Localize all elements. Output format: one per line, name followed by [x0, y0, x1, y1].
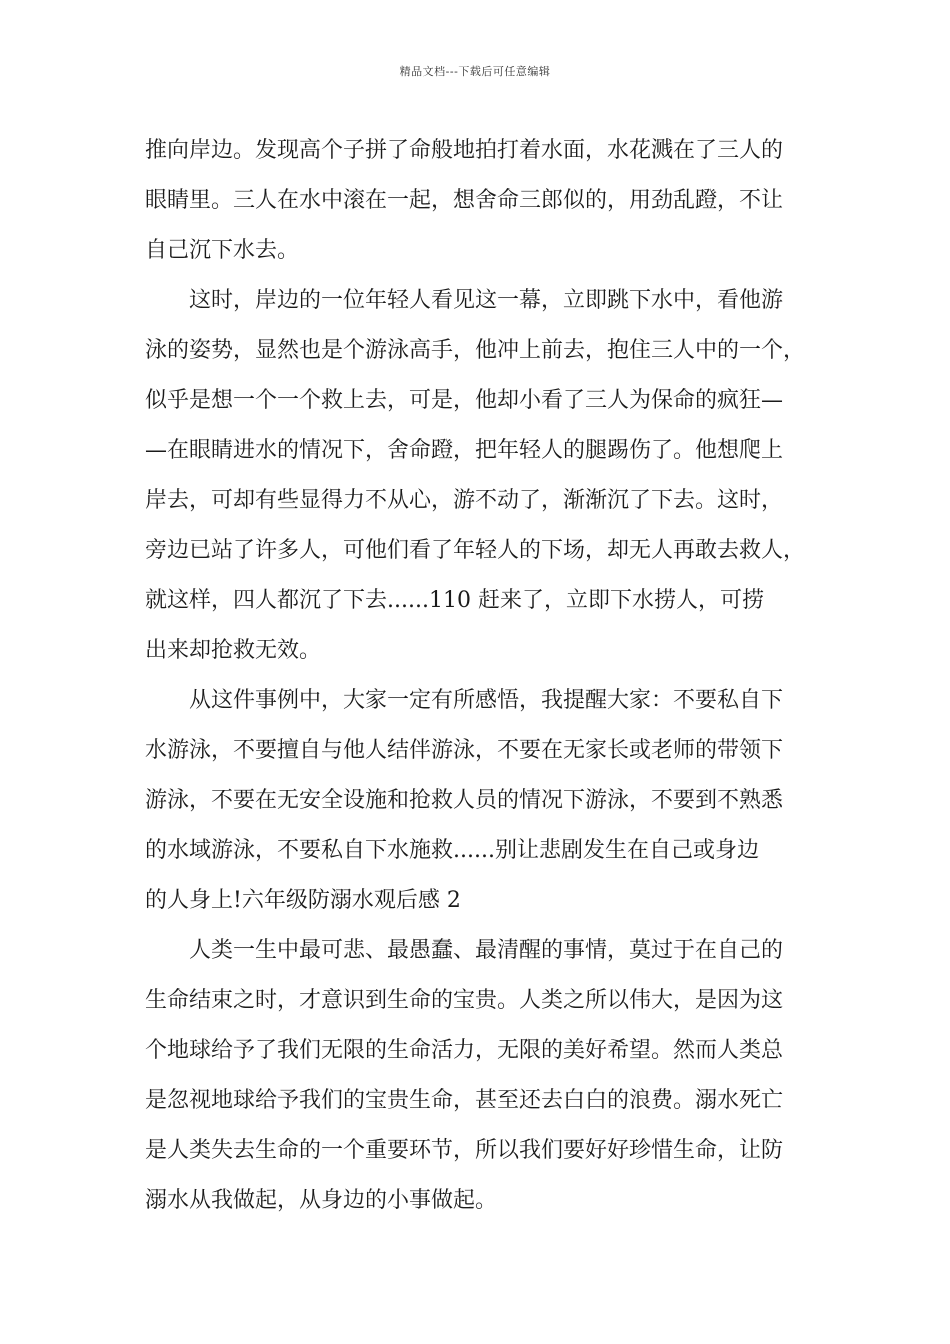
text-line: —在眼睛进水的情况下，舍命蹬，把年轻人的腿踢伤了。他想爬上 [145, 438, 784, 463]
text-line: 水游泳，不要擅自与他人结伴游泳，不要在无家长或老师的带领下 [145, 738, 784, 763]
text-line: 推向岸边。发现高个子拼了命般地拍打着水面，水花溅在了三人的 [145, 138, 784, 163]
text-line: 的人身上!六年级防溺水观后感 2 [145, 888, 461, 913]
text-line: 的水域游泳，不要私自下水施救......别让悲剧发生在自己或身边 [145, 838, 759, 863]
paragraph-4 [145, 926, 815, 1226]
text-line: 溺水从我做起，从身边的小事做起。 [145, 1188, 498, 1213]
document-body [145, 126, 815, 1226]
text-line: 旁边已站了许多人，可他们看了年轻人的下场，却无人再敢去救人， [145, 538, 806, 563]
text-line: 是人类失去生命的一个重要环节，所以我们要好好珍惜生命，让防 [145, 1138, 784, 1163]
text-line: 个地球给予了我们无限的生命活力，无限的美好希望。然而人类总 [145, 1038, 784, 1063]
text-line: 游泳，不要在无安全设施和抢救人员的情况下游泳，不要到不熟悉 [145, 788, 784, 813]
paragraph-1 [145, 126, 815, 276]
text-line: 岸去，可却有些显得力不从心，游不动了，渐渐沉了下去。这时， [145, 488, 784, 513]
text-line: 就这样，四人都沉了下去......110 赶来了，立即下水捞人，可捞 [145, 588, 764, 613]
text-line: 人类一生中最可悲、最愚蠢、最清醒的事情，莫过于在自己的 [189, 938, 784, 963]
text-line: 似乎是想一个一个救上去，可是，他却小看了三人为保命的疯狂— [145, 388, 784, 413]
text-line: 出来却抢救无效。 [145, 638, 322, 663]
text-line: 从这件事例中，大家一定有所感悟，我提醒大家：不要私自下 [189, 688, 784, 713]
text-line: 是忽视地球给予我们的宝贵生命，甚至还去白白的浪费。溺水死亡 [145, 1088, 784, 1113]
text-line: 这时，岸边的一位年轻人看见这一幕，立即跳下水中，看他游 [189, 288, 784, 313]
text-line: 生命结束之时，才意识到生命的宝贵。人类之所以伟大，是因为这 [145, 988, 784, 1013]
page-header: 精品文档---下载后可任意编辑 [399, 65, 551, 78]
text-line: 眼睛里。三人在水中滚在一起，想舍命三郎似的，用劲乱蹬，不让 [145, 188, 784, 213]
paragraph-2 [145, 276, 815, 676]
text-line: 泳的姿势，显然也是个游泳高手，他冲上前去，抱住三人中的一个， [145, 338, 806, 363]
paragraph-3 [145, 676, 815, 926]
text-line: 自己沉下水去。 [145, 238, 300, 263]
